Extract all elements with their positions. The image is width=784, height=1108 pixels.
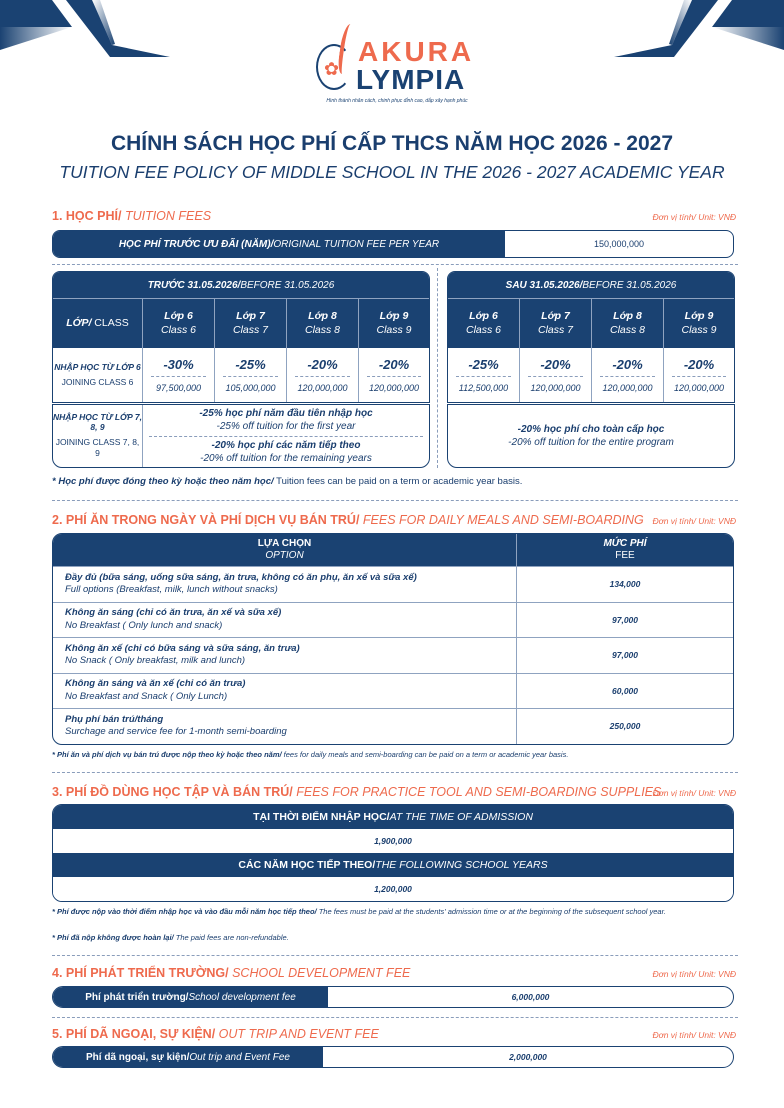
joining-class-789-box (52, 404, 430, 468)
discount-cell: -25% 105,000,000 (215, 348, 287, 402)
meals-fee-table (52, 533, 734, 745)
first-year-discount: -25% học phí năm đầu tiên nhập học -25% off tuition for the first year (149, 405, 423, 437)
sakura-flower-icon: ✿ (324, 59, 340, 79)
table-row: Không ăn sáng và ăn xế (chỉ có ăn trưa) No Breakfast and Snack ( Only Lunch) 60,000 (53, 673, 733, 709)
unit-label: Đơn vị tính/ Unit: VNĐ (652, 212, 736, 222)
unit-label: Đơn vị tính/ Unit: VNĐ (652, 516, 736, 526)
admission-value: 1,900,000 (53, 829, 733, 853)
class-label-cell: LỚP/ CLASS (53, 299, 143, 348)
flame-icon (336, 24, 357, 74)
entire-program-discount-box (447, 404, 735, 468)
class-header-row (53, 299, 429, 348)
school-logo (312, 18, 482, 108)
entire-program-discount: -20% học phí cho toàn cấp học -20% off tuition for the entire program (508, 424, 674, 448)
divider (52, 1017, 738, 1018)
corner-decoration-right (604, 0, 784, 60)
supplies-note-1: * Phí được nộp vào thời điểm nhập học và vào đầu mỗi năm học tiếp theo/ The fees must be paid at the students' admission time or at the beginning of the subsequent school year. (52, 907, 666, 916)
tuition-note: * Học phí được đóng theo kỳ hoặc theo năm học/ Tuition fees can be paid on a term or academic year basis. (52, 476, 523, 487)
event-fee-bar (52, 1046, 734, 1068)
joining-class-789-label: NHẬP HỌC TỪ LỚP 7, 8, 9 JOINING CLASS 7, 8, 9 (53, 405, 143, 467)
class-8-header: Lớp 8 Class 8 (287, 299, 359, 348)
divider (52, 500, 738, 501)
unit-label: Đơn vị tính/ Unit: VNĐ (652, 1030, 736, 1040)
event-fee-value: 2,000,000 (509, 1052, 547, 1062)
development-fee-label: Phí phát triển trường/ School development fee (53, 987, 328, 1007)
joining-class-6-row (53, 348, 429, 402)
unit-label: Đơn vị tính/ Unit: VNĐ (652, 969, 736, 979)
logo-text-bottom: LYMPIA (356, 64, 466, 95)
development-fee-value: 6,000,000 (511, 992, 550, 1002)
event-fee-label: Phí dã ngoại, sự kiện/ Out trip and Event Fee (53, 1047, 323, 1067)
section-3-title: 3. PHÍ ĐỒ DÙNG HỌC TẬP VÀ BÁN TRÚ/ FEES FOR PRACTICE TOOL AND SEMI-BOARDING SUPPLIES (52, 785, 662, 799)
divider (52, 264, 738, 265)
section-1-title: 1. HỌC PHÍ/ TUITION FEES (52, 209, 212, 223)
discount-cell: -20% 120,000,000 (520, 348, 592, 402)
table-row: Đầy đủ (bữa sáng, uống sữa sáng, ăn trưa, không có ăn phụ, ăn xế và sữa xế) Full options (Breakfast, milk, lunch without snacks) 134,000 (53, 566, 733, 602)
section-2-title: 2. PHÍ ĂN TRONG NGÀY VÀ PHÍ DỊCH VỤ BÁN TRÚ/ FEES FOR DAILY MEALS AND SEMI-BOARDING (52, 513, 644, 527)
following-years-header: CÁC NĂM HỌC TIẾP THEO/ THE FOLLOWING SCHOOL YEARS (53, 853, 733, 877)
class-6-header: Lớp 6 Class 6 (143, 299, 215, 348)
logo-text-top: AKURA (358, 36, 475, 67)
development-fee-bar (52, 986, 734, 1008)
original-fee-label: HỌC PHÍ TRƯỚC ƯU ĐÃI (NĂM)/ ORIGINAL TUITION FEE PER YEAR (53, 231, 505, 257)
following-years-value: 1,200,000 (53, 877, 733, 901)
discount-cell: -25% 112,500,000 (448, 348, 520, 402)
discount-cell: -20% 120,000,000 (359, 348, 429, 402)
class-header-row (448, 299, 734, 348)
before-deadline-table (52, 271, 430, 403)
divider-vertical (437, 268, 438, 468)
class-6-header: Lớp 6 Class 6 (448, 299, 520, 348)
corner-decoration-left (0, 0, 180, 60)
class-9-header: Lớp 9 Class 9 (376, 309, 412, 336)
class-8-header: Lớp 8 Class 8 (592, 299, 664, 348)
admission-header: TẠI THỜI ĐIỂM NHẬP HỌC/ AT THE TIME OF ADMISSION (53, 805, 733, 829)
discount-cell: -20% 120,000,000 (592, 348, 664, 402)
class-7-header: Lớp 7 Class 7 (520, 299, 592, 348)
class-7-header: Lớp 7 Class 7 (215, 299, 287, 348)
discount-cell: -20% 120,000,000 (287, 348, 359, 402)
supplies-fee-table (52, 804, 734, 902)
discount-cell: -20% 120,000,000 (664, 348, 734, 402)
remaining-years-discount: -20% học phí các năm tiếp theo -20% off tuition for the remaining years (200, 439, 372, 464)
discount-cell: -30% 97,500,000 (143, 348, 215, 402)
joining-class-6-label: NHẬP HỌC TỪ LỚP 6 JOINING CLASS 6 (53, 348, 143, 402)
joining-class-6-row (448, 348, 734, 402)
table-row: Không ăn xế (chỉ có bữa sáng và sữa sáng, ăn trưa) No Snack ( Only breakfast, milk and lunch) 97,000 (53, 637, 733, 673)
section-5-title: 5. PHÍ DÃ NGOẠI, SỰ KIỆN/ OUT TRIP AND EVENT FEE (52, 1027, 379, 1041)
unit-label: Đơn vị tính/ Unit: VNĐ (652, 788, 736, 798)
after-deadline-table (447, 271, 735, 403)
table-row: Không ăn sáng (chỉ có ăn trưa, ăn xế và sữa xế) No Breakfast ( Only lunch and snack) 97,000 (53, 602, 733, 638)
logo-tagline: Hình thành nhân cách, chinh phục đỉnh cao, dắp xây hạnh phúc (326, 98, 468, 104)
divider (52, 955, 738, 956)
page-subtitle: TUITION FEE POLICY OF MIDDLE SCHOOL IN THE 2026 - 2027 ACADEMIC YEAR (59, 162, 725, 182)
meals-note: * Phí ăn và phí dịch vụ bán trú được nộp theo kỳ hoặc theo năm/ fees for daily meals and semi-boarding can be paid on a term or academic year basis. (52, 750, 569, 759)
section-4-title: 4. PHÍ PHÁT TRIỂN TRƯỜNG/ SCHOOL DEVELOPMENT FEE (52, 966, 411, 980)
class-9-header: Lớp 9 Class 9 (681, 309, 717, 336)
meals-table-header: LỰA CHỌN OPTION MỨC PHÍ FEE (53, 534, 733, 566)
after-deadline-header: SAU 31.05.2026/ BEFORE 31.05.2026 (448, 272, 734, 299)
table-row: Phụ phí bán trú/tháng Surchage and service fee for 1-month semi-boarding 250,000 (53, 708, 733, 744)
original-fee-value: 150,000,000 (593, 239, 645, 249)
divider (52, 772, 738, 773)
page-title: CHÍNH SÁCH HỌC PHÍ CẤP THCS NĂM HỌC 2026 - 2027 (110, 132, 674, 155)
supplies-note-2: * Phí đã nộp không được hoàn lại/ The paid fees are non-refundable. (52, 933, 289, 942)
before-deadline-header: TRƯỚC 31.05.2026/ BEFORE 31.05.2026 (53, 272, 429, 299)
original-fee-bar (52, 230, 734, 258)
